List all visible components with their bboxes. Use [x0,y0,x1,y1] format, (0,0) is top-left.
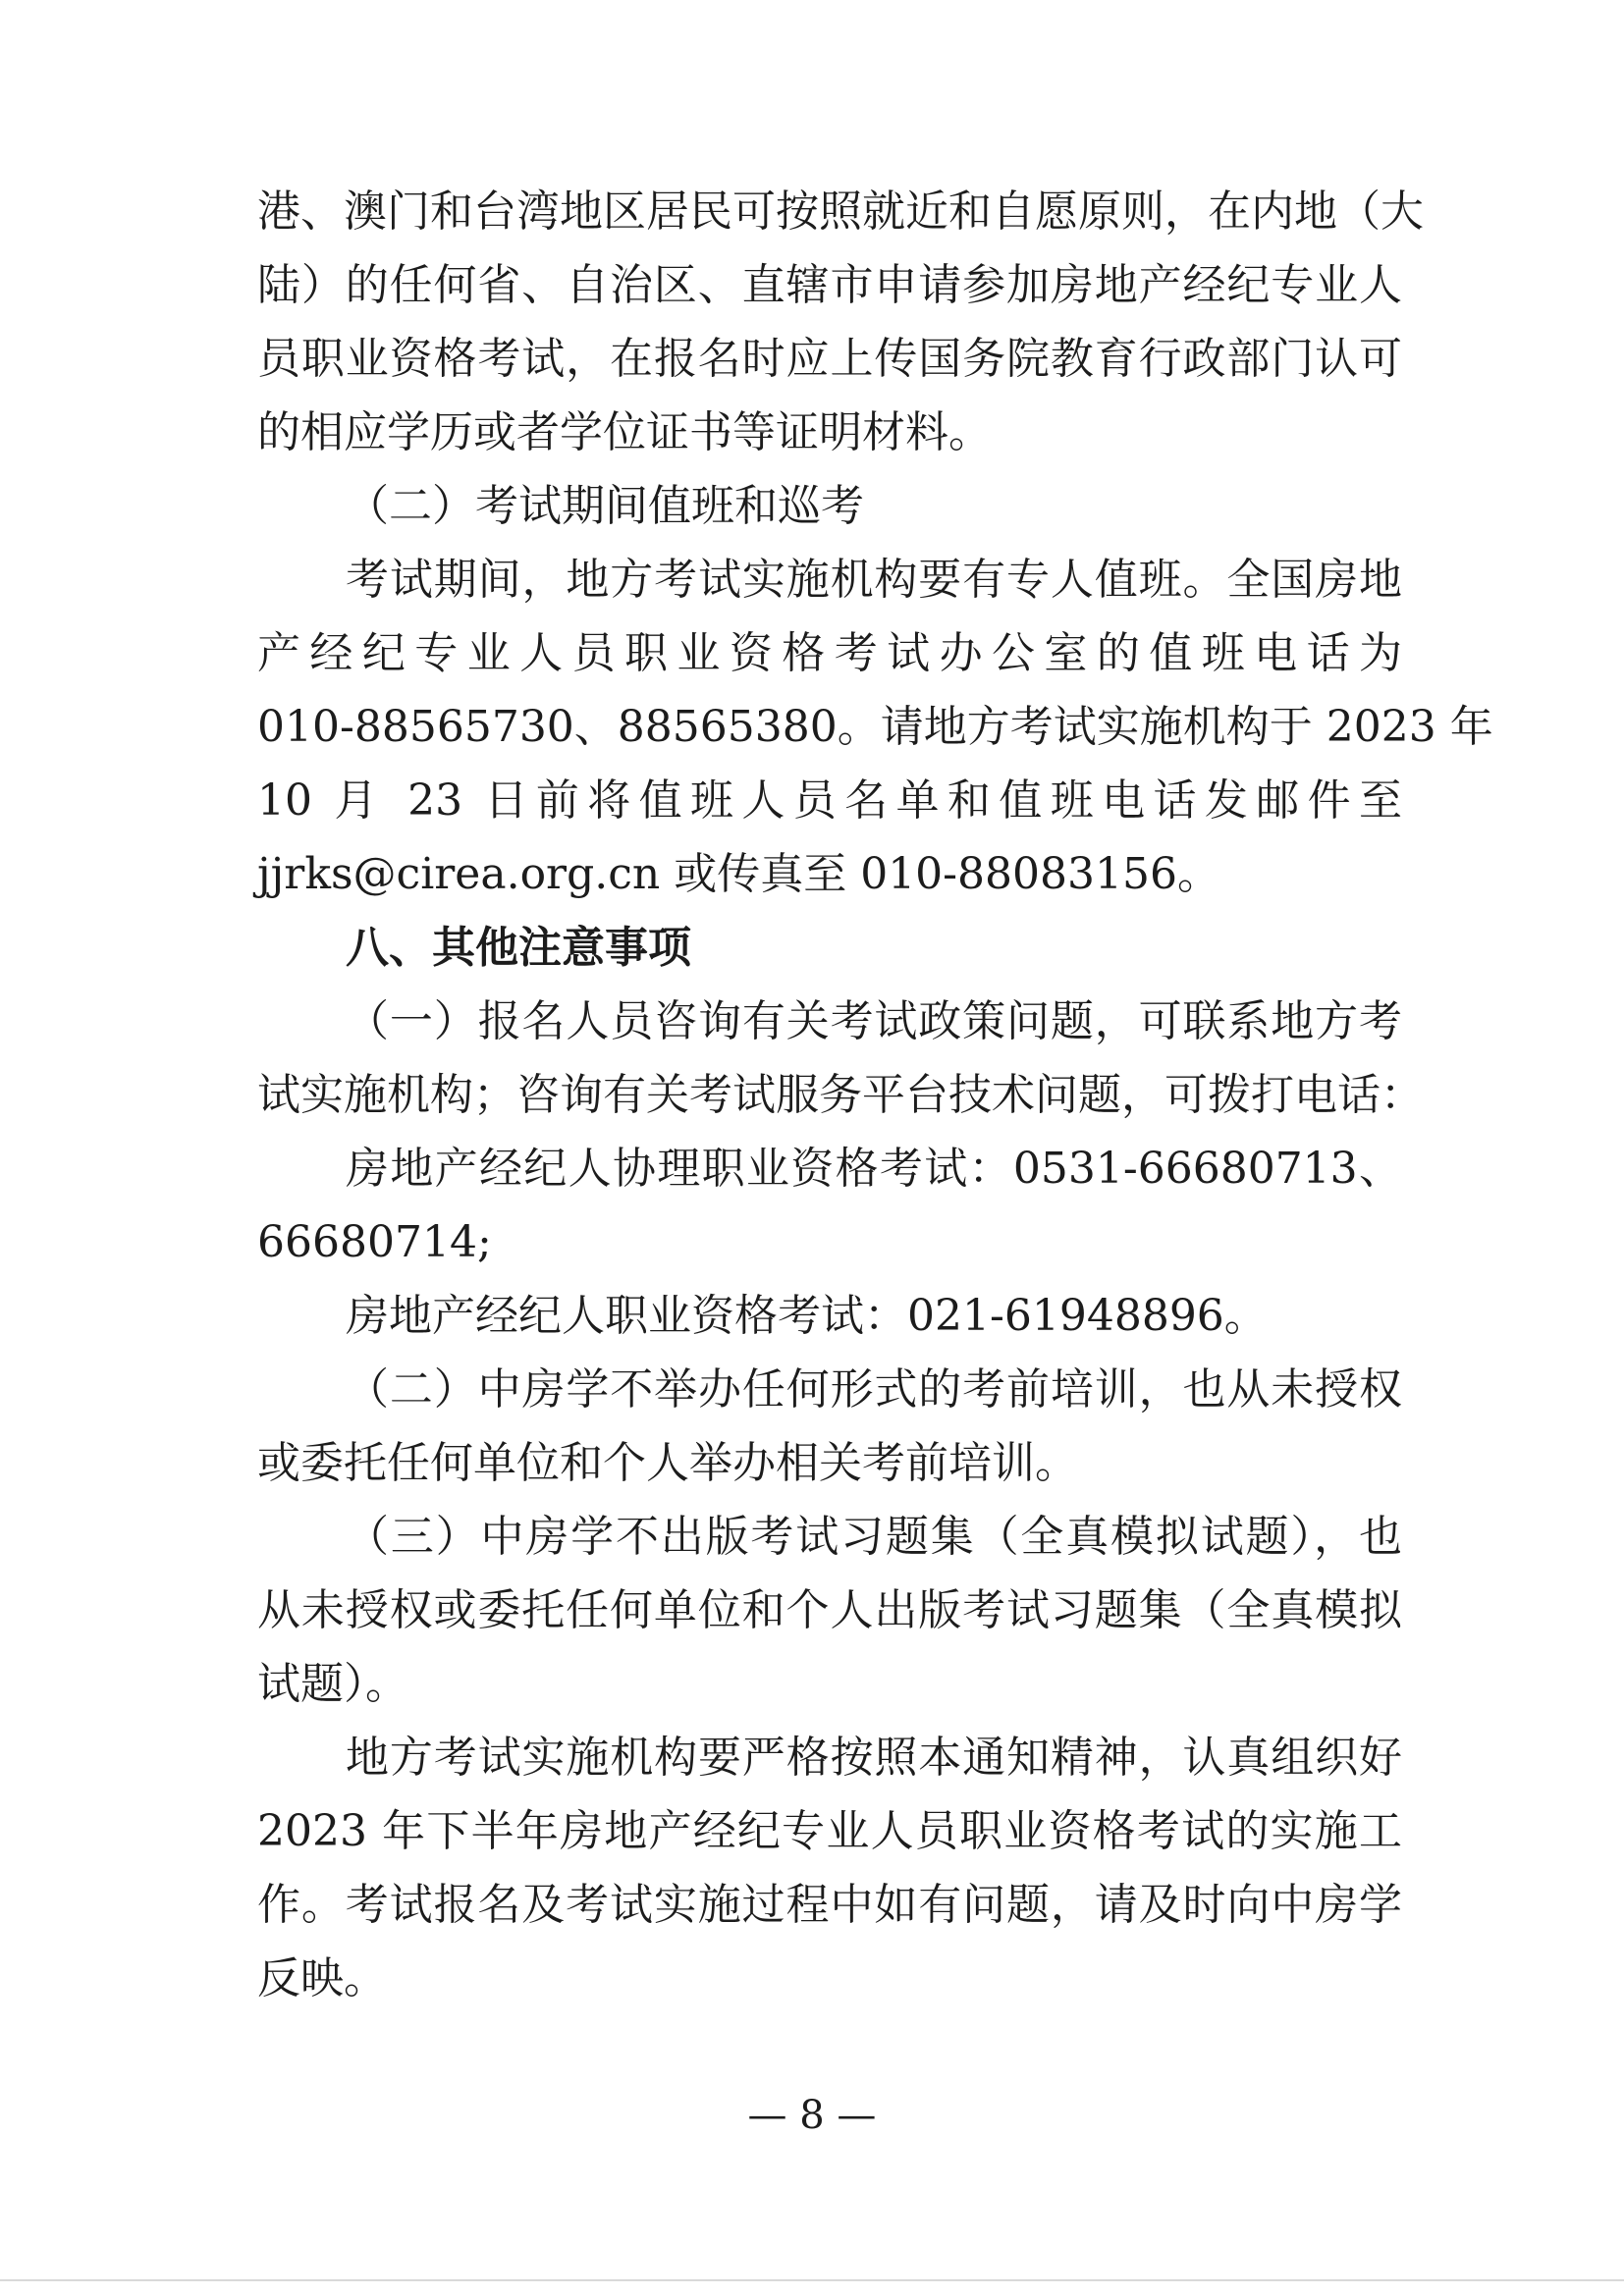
page-number: — 8 — [747,2093,877,2138]
body-line-agent-phone: 房地产经纪人职业资格考试：021-61948896。 [346,1291,1268,1341]
body-line: 010-88565730、88565380。请地方考试实施机构于 2023 年 [257,702,1493,752]
section-heading-other-notes: 八、其他注意事项 [346,923,691,973]
body-line-assistant-phone: 房地产经纪人协理职业资格考试：0531-66680713、 [346,1144,1402,1194]
page-bottom-edge [0,2279,1624,2281]
body-line-email-fax: jjrks@cirea.org.cn 或传真至 010-88083156。 [257,849,1220,899]
body-line: 66680714; [257,1217,492,1267]
body-line: 试题）。 [257,1659,408,1709]
body-line: 或委托任何单位和个人举办相关考前培训。 [257,1438,1078,1488]
body-line: 考试期间，地方考试实施机构要有专人值班。全国房地 [346,555,1402,605]
body-line: 作。考试报名及考试实施过程中如有问题，请及时向中房学 [257,1880,1402,1930]
body-line: 陆）的任何省、自治区、直辖市申请参加房地产经纪专业人 [257,260,1402,310]
body-line: （三）中房学不出版考试习题集（全真模拟试题），也 [346,1512,1402,1562]
body-line: 从未授权或委托任何单位和个人出版考试习题集（全真模拟 [257,1585,1402,1635]
body-line: 产经纪专业人员职业资格考试办公室的值班电话为 [257,628,1402,678]
body-line: 港、澳门和台湾地区居民可按照就近和自愿原则，在内地（大 [257,187,1424,237]
body-line: 试实施机构；咨询有关考试服务平台技术问题，可拨打电话： [257,1070,1424,1120]
body-line: 10 月 23 日前将值班人员名单和值班电话发邮件至 [257,775,1402,826]
body-line: 地方考试实施机构要严格按照本通知精神，认真组织好 [346,1733,1402,1783]
body-line: 的相应学历或者学位证书等证明材料。 [257,407,992,457]
body-line: （一）报名人员咨询有关考试政策问题，可联系地方考 [346,996,1402,1046]
body-line: 2023 年下半年房地产经纪专业人员职业资格考试的实施工 [257,1806,1402,1856]
body-line: （二）中房学不举办任何形式的考前培训，也从未授权 [346,1364,1402,1415]
section-heading-duty: （二）考试期间值班和巡考 [346,481,864,531]
body-line: 员职业资格考试，在报名时应上传国务院教育行政部门认可 [257,334,1402,384]
body-line: 反映。 [257,1953,387,2003]
